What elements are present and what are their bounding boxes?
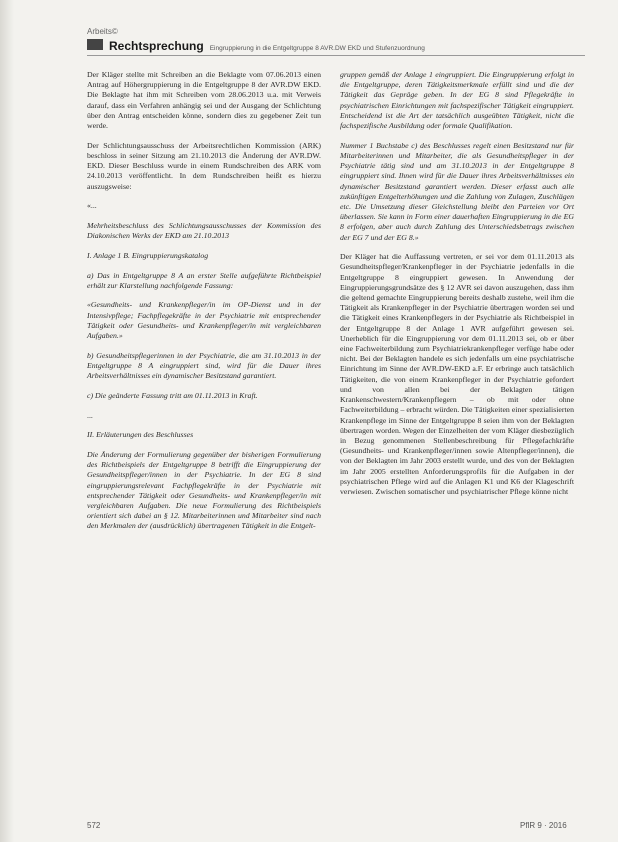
paragraph: Nummer 1 Buchstabe c) des Beschlusses regelt einen Besitzstand nur für Mitarbeiterinnen und Mitarbeiter, die als Gesundheitspfleger in der Psychiatrie tätig sind und am 31.10.2013 in der Entgeltgruppe 8 eingruppiert sind. Ihnen wird für die Dauer ihres Arbeitsverhältnisses ein dynamischer Besitzstand garantiert werden. Dieser erfasst auch alle zukünftigen Entgelterhöhungen und die Zahlung von Zulagen, Zuschlägen etc. Die Umsetzung dieser Gleichstellung bleibt den Parteien vor Ort überlassen. Sie kann in Form einer dauerhaften Eingruppierung in die EG 8 erfolgen, aber auch durch Zahlung des Unterschiedsbetrags zwischen der EG 7 und der EG 8.» xyxy=(340,140,574,242)
paragraph: Die Änderung der Formulierung gegenüber der bisherigen Formulierung des Richtbeispiels der Entgeltgruppe 8 betrifft die Eingruppierung der Gesundheitspfleger/innen in der Psychiatrie. In der EG 8 sind eingruppierungsrelevant Fachpflegekräfte in der Psychiatrie mit entsprechender Tätigkeit oder Gesundheits- und Krankenpfleger/in mit vergleichbaren Aufgaben. Die neue Formulierung des Richtbeispiels orientiert sich dabei an § 12. Mitarbeiterinnen und Mitarbeiter sind nach den Merkmalen der (ausdrücklich) übertragenen Tätigkeit in die Entgelt- xyxy=(87,449,321,531)
scan-edge-shadow xyxy=(0,0,14,842)
paragraph: a) Das in Entgeltgruppe 8 A an erster Stelle aufgeführte Richtbeispiel erhält zur Klarstellung nachfolgende Fassung: xyxy=(87,270,321,290)
paragraph: Der Kläger stellte mit Schreiben an die Beklagte vom 07.06.2013 einen Antrag auf Höhergruppierung in die Entgeltgruppe 8 der AVR.DW EKD. Die Beklagte hat ihm mit Schreiben vom 28.06.2013 u.a. mit Verweis darauf, dass ein Verfahren anhängig sei und der Ausgang der Schlichtung über den Antrag entscheiden könne, sondern dies zu gegebener Zeit tun werde. xyxy=(87,70,321,131)
section-label: Arbeits© xyxy=(87,27,118,36)
header-title: Rechtsprechung xyxy=(109,39,204,53)
page-number: 572 xyxy=(87,821,101,830)
paragraph: I. Anlage 1 B. Eingruppierungskatalog xyxy=(87,250,209,260)
paragraph: «... xyxy=(87,201,97,211)
left-column xyxy=(87,70,321,541)
paragraph: II. Erläuterungen des Beschlusses xyxy=(87,430,194,440)
paragraph: «Gesundheits- und Krankenpfleger/in im OP-Dienst und in der Intensivpflege; Fachpflegekräfte in der Psychiatrie mit entsprechender Tätigkeit oder Gesundheits- und Krankenpfleger/in mit vergleichbaren Aufgaben.» xyxy=(87,300,321,341)
paragraph: c) Die geänderte Fassung tritt am 01.11.2013 in Kraft. xyxy=(87,390,258,400)
paragraph: Der Schlichtungsausschuss der Arbeitsrechtlichen Kommission (ARK) beschloss in seiner Sitzung am 21.10.2013 die Änderung der AVR.DW. EKD. Dieser Beschluss wurde in einem Rundschreiben des ARK vom 24.10.2013 veröffentlicht. In dem Rundschreiben heißt es hierzu auszugsweise: xyxy=(87,140,321,191)
paragraph: b) Gesundheitspflegerinnen in der Psychiatrie, die am 31.10.2013 in der Entgeltgruppe 8 A eingruppiert sind, wird für die Dauer ihres Arbeitsverhältnisses ein dynamischer Besitzstand garantiert. xyxy=(87,350,321,381)
paragraph: ... xyxy=(87,410,93,420)
paragraph: Der Kläger hat die Auffassung vertreten, er sei vor dem 01.11.2013 als Gesundheitspfleger/Krankenpfleger in der Psychiatrie jedenfalls in die Entgeltgruppe 8 eingruppiert gewesen. In Anwendung der Eingruppierungsgrundsätze des § 12 AVR sei davon auszugehen, dass ihm die geltend gemachte Eingruppierung bereits deshalb zustehe, weil ihm die Tätigkeit als Krankenpfleger in der Psychiatrie übertragen worden sei und die Tätigkeit eines Krankenpflegers in der Psychiatrie als Richtbeispiel in der Entgeltgruppe 8 der Anlage 1 AVR aufgeführt gewesen sei. Unerheblich für die Eingruppierung vor dem 01.11.2013 sei, ob er über eine Fachweiterbildung zum Psychiatriekrankenpfleger verfüge habe oder nicht. Bei der Beklagten handele es sich jedenfalls um eine psychiatrische Einrichtung im Sinne der AVR.DW-EKD a.F. Er erbringe auch tatsächlich Tätigkeiten, die von einem Krankenpfleger in der Psychiatrie gefordert und von allen bei der Beklagten tätigen Krankenschwestern/Krankenpflegern – ob mit oder ohne Fachweiterbildung – erbracht würden. Die Tätigkeiten einer spezialisierten Krankenpflege im Sinne der Entgeltgruppe 8 seien ihm von der Beklagten übertragen worden. Wegen der Einzelheiten der vom Kläger diesbezüglich in Bezug genommenen Stellenbeschreibung für Pflegefachkräfte (Gesundheits- und Krankenpfleger/innen sowie Altenpfleger/innen), die von der Beklagten im Jahr 2003 erstellt wurde, und des von der Beklagten im Jahr 2005 erstellten Anforderungsprofils für die Aufgaben in der psychiatrischen Pflege wird auf die Anlagen K1 und K6 der Klageschrift verwiesen. Zwischen somatischer und psychiatrischer Pflege könne nicht xyxy=(340,252,574,496)
header-mark xyxy=(87,39,103,50)
page-header xyxy=(87,39,587,53)
paragraph: gruppen gemäß der Anlage 1 eingruppiert. Die Eingruppierung erfolgt in die Entgeltgruppe, deren Tätigkeitsmerkmale erfüllt sind und die der Tätigkeit das Gepräge geben. In der EG 8 sind Pflegekräfte in psychiatrischen Einrichtungen mit fachspezifischer Tätigkeit eingruppiert. Entscheidend ist die Art der tatsächlich ausgeübten Tätigkeit, nicht die fachspezifische Ausbildung oder formale Qualifikation. xyxy=(340,70,574,131)
right-column xyxy=(340,70,574,507)
paragraph: Mehrheitsbeschluss des Schlichtungsausschusses der Kommission des Diakonischen Werks der EKD am 21.10.2013 xyxy=(87,220,321,241)
header-subtitle: Eingruppierung in die Entgeltgruppe 8 AVR.DW EKD und Stufenzuordnung xyxy=(209,45,425,52)
header-rule xyxy=(87,55,585,56)
journal-citation: PflR 9 · 2016 xyxy=(520,821,567,830)
